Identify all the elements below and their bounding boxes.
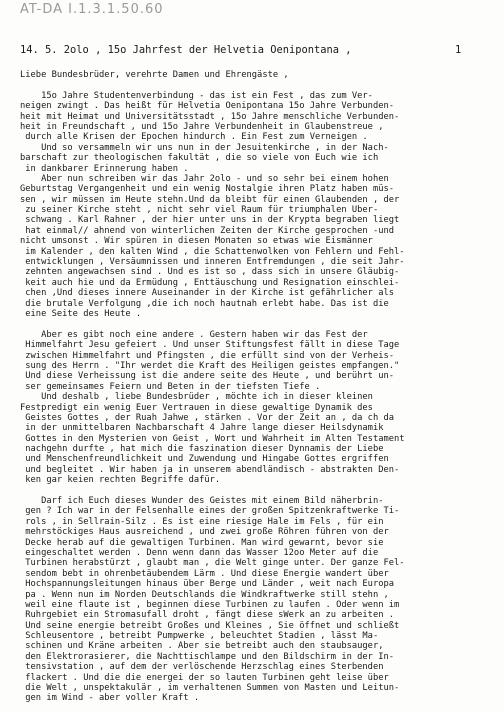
text-line: die Welt , unspektakulär , im verhaltenen Summen von Masten und Leitun- (20, 683, 400, 694)
text-line: keit auch hie und da Ermüdung , Enttäuschung und Resignation einschlei- (20, 277, 400, 288)
text-line: zwischen Himmelfahrt und Pfingsten , die erfüllt sind von der Verheis- (20, 350, 395, 361)
text-line: Gottes in den Mysterien von Geist , Wort und Wahrheit im Alten Testament (20, 433, 405, 444)
text-line: sen , wir müssen im Heute stehn.Und da bleibt für einen Glaubenden , der (20, 194, 400, 205)
text-line: Und so versammeln wir uns nun in der Jesuitenkirche , in der Nach- (20, 142, 389, 153)
text-line: Ruhrgebiet ein Stromasufall droht , fängt diese sWerk an zu arbeiten . (20, 610, 395, 621)
text-line: pa . Wenn nun im Norden Deutschlands die Windkraftwerke still stehn , (20, 589, 389, 600)
text-line: eingeschaltet werden . Denn wenn dann das Wasser 12oo Meter auf die (20, 547, 379, 558)
text-line: schinen und Kräne arbeiten . Aber sie betreibt auch den staubsauger, (20, 641, 384, 652)
paragraph-gap (20, 486, 504, 496)
text-line: 15o Jahre Studentenverbindung - das ist ein Fest , das zum Ver- (20, 90, 373, 101)
archive-stamp: AT-DA I.1.3.1.50.60 (20, 2, 164, 17)
text-line: Hochspannungsleitungen hinaus über Berge und Länder , weit nach Europa (20, 579, 395, 590)
document-header: 14. 5. 2olo , 15o Jahrfest der Helvetia Oenipontana , (20, 44, 352, 56)
text-line: eine Seite des Heute . (20, 308, 142, 319)
text-line: Geburtstag Vergangenheit und ein wenig Nostalgie ihren Platz haben müs- (20, 184, 395, 195)
text-line: mehrstöckiges Haus ausreichend , und zwei große Röhren führen von der (20, 527, 389, 538)
text-line: Aber nun schreiben wir das Jahr 2olo - und so sehr bei einem hohen (20, 173, 389, 184)
text-line: rols , in Sellrain-Silz . Es ist eine riesige Hale im Fels , für ein (20, 516, 384, 527)
text-line: die brutale Verfolgung ,die ich noch hautnah erlebt habe. Das ist die (20, 298, 389, 309)
paragraph-gap (20, 319, 504, 329)
text-line: zehnten angewachsen sind . Und es ist so , dass sich in unsere Gläubig- (20, 267, 400, 278)
text-line: Und diese Verheissung ist die andere seite des Heute , und berührt un- (20, 371, 395, 382)
text-line: und Menschenfreundlichkeit und Zuwendung und Hingabe Gottes ergriffen (20, 454, 389, 465)
text-line: und begleitet . Wir haben ja in unserem abendländisch - abstrakten Den- (20, 464, 400, 475)
text-line: ser gemeinsames Feiern und Beten in der tiefsten Tiefe . (20, 381, 321, 392)
text-line: im Kalender , den kalten Wind , die Schattenwolken von Fehlern und Fehl- (20, 246, 405, 257)
text-line: weil eine flaute ist , beginnen diese Turbinen zu laufen . Oder wenn im (20, 599, 400, 610)
text-line: barschaft zur theologischen fakultät , die so viele von Euch wie ich (20, 153, 379, 164)
text-line: Turbinen herabstürzt , glaubt man , die Welt ginge unter. Der ganze Fel- (20, 558, 405, 569)
text-line: Und deshalb , liebe Bundesbrüder , möchte ich in dieser kleinen (20, 392, 373, 403)
text-line: gen ? Ich war in der Felsenhalle eines der großen Spitzenkraftwerke Ti- (20, 506, 400, 517)
text-line: flackert . Und die die energei der so lauten Turbinen geht leise über (20, 672, 389, 683)
text-line: sung des Herrn . "Ihr werdet die Kraft des Heiligen geistes empfangen." (20, 360, 400, 371)
text-line: ken gar keien rechten Begriffe dafür. (20, 475, 221, 486)
text-line: sendom bebt in ohrenbetäubendem Lärm . Und diese Energie wandert über (20, 568, 389, 579)
text-line: neigen zwingt . Das heißt für Helvetia Oenipontana 15o Jahre Verbunden- (20, 101, 395, 112)
text-line: Darf ich Euch dieses Wunder des Geistes mit einem Bild näherbrin- (20, 496, 384, 507)
text-line: Und seine energie betreibt Großes und Kleines , Sie öffnet und schließt (20, 620, 400, 631)
text-line: chen ,Und dieses innere Auseinander in der Kirche ist gefährlicher als (20, 288, 395, 299)
text-line: nachgehn durfte , hat mich die faszination dieser Dynnamis der Liebe (20, 444, 384, 455)
page-number: 1 (455, 44, 462, 56)
text-line: Festpredigt ein wenig Euer Vertrauen in diese gewaltige Dynamik des (20, 402, 373, 413)
paragraph-gap (20, 80, 504, 90)
text-line: heit in Freundschaft , und 15o Jahre Verbundenheit in Glaubenstreue , (20, 121, 384, 132)
text-line: Liebe Bundesbrüder, verehrte Damen und Ehrengäste , (20, 70, 289, 80)
text-line: zu seiner Kirche steht , nicht sehr viel Raum für triumphalen Über- (20, 205, 379, 216)
text-line: entwicklungen , Versäumnissen und inneren Entfremdungen , die seit Jahr- (20, 257, 405, 268)
text-line: Decke herab auf die gewaltigen Turbinen. Man wird gewarnt, bevor sie (20, 537, 384, 548)
text-line: Schleusentore , betreibt Pumpwerke , beleuchtet Stadien , lässt Ma- (20, 631, 379, 642)
text-line: in der unmittelbaren Nachbarschaft 4 Jahre lange dieser Heilsdynamik (20, 423, 384, 434)
text-line: Geistes Gottes , der Ruah Jahwe , stärken . Vor der Zeit an , da ch da (20, 412, 395, 423)
text-line: schwang . Karl Rahner , der hier unter uns in der Krypta begraben liegt (20, 215, 400, 226)
text-line: nicht umsonst . Wir spüren in diesen Monaten so etwas wie Eismänner (20, 236, 373, 247)
text-line: den Elektrorasierer, die Nachttischlampe und den Bildschirm in der In- (20, 651, 395, 662)
text-line: Aber es gibt noch eine andere . Gestern haben wir das Fest der (20, 329, 368, 340)
text-line: Himmelfahrt Jesu gefeiert . Und unser Stiftungsfest fällt in diese Tage (20, 340, 400, 351)
text-line: in dankbarer Erinnerung haben . (20, 163, 189, 174)
text-line: tensivstation , auf dem der verlöschende Herzschlag eines Sterbenden (20, 662, 384, 673)
text-line: durch alle Krisen der Epochen hindurch . Ein Fest zum Verneigen . (20, 132, 368, 143)
document-body (20, 70, 504, 704)
text-line: heit mit Heimat und Universitätsstadt , 15o Jahre menschliche Verbunden- (20, 111, 400, 122)
text-line: hat einmal// ahnend von winterlichen Zeiten der Kirche gesprochen -und (20, 225, 395, 236)
text-line: gen im Wind - aber voller Kraft . (20, 693, 200, 704)
